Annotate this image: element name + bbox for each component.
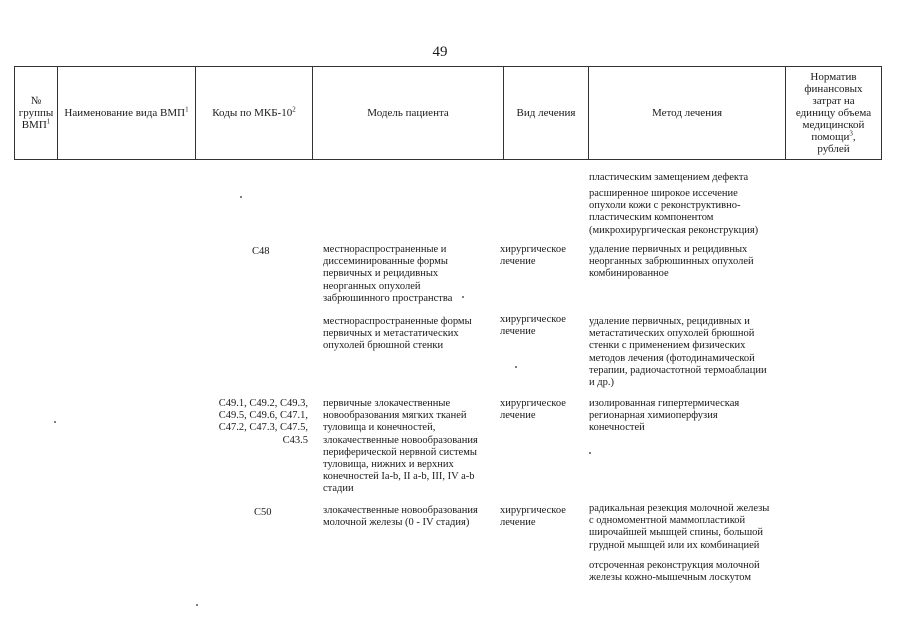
text-line: комбинированное xyxy=(589,268,669,280)
text-line: пластическим замещением дефекта xyxy=(589,172,749,183)
r1-code: C48 xyxy=(252,246,270,257)
r1-type xyxy=(500,244,566,268)
text-line: хирургическое xyxy=(500,244,566,255)
r2-type xyxy=(500,314,566,338)
text-line: отсроченная реконструкция молочной xyxy=(589,560,760,571)
text-line: злокачественные новообразования xyxy=(323,505,478,516)
header-name-type-text: Наименование вида ВМП xyxy=(64,107,186,119)
text-line: широчайшей мышцей спины, большой xyxy=(589,527,764,539)
text-line: хирургическое xyxy=(500,505,566,516)
text-line: диссеминированные формы xyxy=(323,256,448,268)
scan-speck xyxy=(196,604,198,606)
r1-method xyxy=(589,244,754,281)
text-line: опухоли кожи с реконструктивно- xyxy=(589,200,741,212)
r3-model xyxy=(323,398,478,496)
header-norm-sup: 3 xyxy=(849,129,853,138)
header-norm-l1: Норматив xyxy=(810,71,857,83)
text-line: лечение xyxy=(500,256,536,268)
header-norm-l7: , xyxy=(852,131,856,143)
r0-method-b xyxy=(589,188,758,237)
text-line: радикальная резекция молочной железы xyxy=(589,503,770,514)
header-norm-l8: рублей xyxy=(817,143,850,155)
text-line: C43.5 xyxy=(282,434,308,446)
text-line: туловища и конечностей, xyxy=(323,422,436,434)
text-line: изолированная гипертермическая xyxy=(589,398,740,409)
header-norm-l5: медицинской xyxy=(802,119,865,131)
text-line: неорганных опухолей xyxy=(323,280,421,292)
text-line: конечностей Ia-b, II a-b, III, IV a-b xyxy=(323,471,475,483)
text-line: стенки с применением физических xyxy=(589,340,746,352)
r4-type xyxy=(500,505,566,529)
header-model-text: Модель пациента xyxy=(367,107,449,119)
r2-model xyxy=(323,316,472,353)
text-line: C47.2, C47.3, C47.5, xyxy=(218,422,308,434)
r2-method xyxy=(589,316,767,389)
text-line: пластическим компонентом xyxy=(589,212,714,224)
header-treatment-type-text: Вид лечения xyxy=(516,107,576,119)
r3-codes xyxy=(206,398,308,447)
header-codes-text: Коды по МКБ-10 xyxy=(212,107,293,119)
text-line: молочной железы (0 - IV стадия) xyxy=(323,517,470,529)
text-line: методов лечения (фотодинамической xyxy=(589,352,755,364)
header-group-no-l3: ВМП xyxy=(21,119,47,131)
text-line: забрюшинного пространства xyxy=(323,292,453,304)
header-group-no-sup: 1 xyxy=(46,117,51,126)
r4-method-b xyxy=(589,560,760,584)
scan-speck xyxy=(515,366,517,368)
text-line: злокачественные новообразования xyxy=(323,434,478,446)
text-line: новообразования мягких тканей xyxy=(323,410,467,422)
text-line: хирургическое xyxy=(500,314,566,325)
text-line: C49.1, C49.2, C49.3, xyxy=(218,398,308,409)
header-group-no-l1: № xyxy=(30,95,42,107)
text-line: и др.) xyxy=(589,377,614,389)
text-line: туловища, нижних и верхних xyxy=(323,459,454,471)
header-norm-l4: единицу объема xyxy=(795,107,872,119)
text-line: C49.5, C49.6, C47.1, xyxy=(218,410,308,422)
text-line: железы кожно-мышечным лоскутом xyxy=(589,572,751,584)
scan-speck xyxy=(589,452,591,454)
r3-method xyxy=(589,398,739,435)
header-group-no-l2: группы xyxy=(18,107,54,119)
header-norm-l2: финансовых xyxy=(804,83,863,95)
text-line: лечение xyxy=(500,410,536,422)
text-line: удаление первичных и рецидивных xyxy=(589,244,748,255)
text-line: неорганных забрюшинных опухолей xyxy=(589,256,754,268)
scan-speck xyxy=(240,196,242,198)
r4-method-a xyxy=(589,503,769,552)
header-method-text: Метод лечения xyxy=(651,107,723,119)
r4-model xyxy=(323,505,478,529)
header-norm-l3: затрат на xyxy=(812,95,855,107)
header-codes-sup: 2 xyxy=(292,105,296,114)
text-line: грудной мышцей или их комбинацией xyxy=(589,539,760,551)
text-line: хирургическое xyxy=(500,398,566,409)
text-line: местнораспространенные формы xyxy=(323,316,472,327)
text-line: (микрохирургическая реконструкция) xyxy=(589,224,759,236)
text-line: первичные злокачественные xyxy=(323,398,451,409)
r4-code: C50 xyxy=(254,507,272,518)
text-line: регионарная химиоперфузия xyxy=(589,410,718,422)
text-line: лечение xyxy=(500,326,536,338)
text-line: периферической нервной системы xyxy=(323,446,477,458)
text-line: с одномоментной маммопластикой xyxy=(589,515,746,527)
text-line: лечение xyxy=(500,517,536,529)
header-name-type-sup: 1 xyxy=(185,105,189,114)
text-line: расширенное широкое иссечение xyxy=(589,188,738,199)
header-norm-l6: помощи xyxy=(811,131,850,143)
text-line: метастатических опухолей брюшной xyxy=(589,328,755,340)
page-number: 49 xyxy=(432,44,448,60)
text-line: удаление первичных, рецидивных и xyxy=(589,316,750,327)
r0-method-a xyxy=(589,172,748,184)
text-line: опухолей брюшной стенки xyxy=(323,340,444,352)
r1-model xyxy=(323,244,452,305)
text-line: стадии xyxy=(323,483,354,495)
text-line: терапии, радиочастотной термоаблации xyxy=(589,364,767,376)
scan-speck xyxy=(462,296,464,298)
r3-type xyxy=(500,398,566,422)
text-line: конечностей xyxy=(589,422,645,434)
scan-speck xyxy=(54,421,56,423)
text-line: первичных и рецидивных xyxy=(323,268,439,280)
text-line: первичных и метастатических xyxy=(323,328,459,340)
text-line: местнораспространенные и xyxy=(323,244,447,255)
